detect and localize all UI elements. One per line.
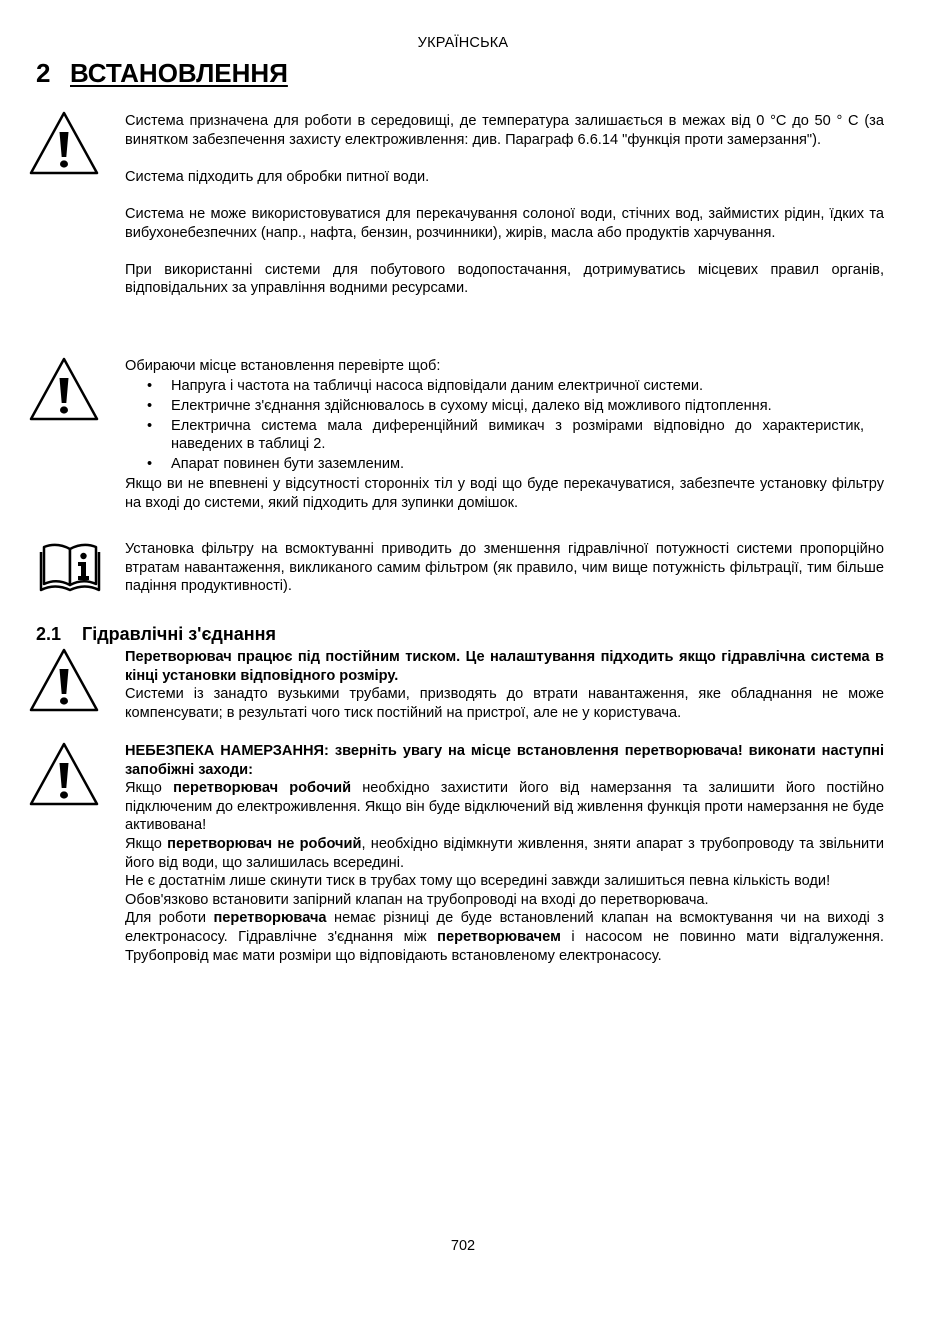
subsection-heading — [36, 624, 276, 645]
list-item: • Електрична система мала диференційний вимикач з розмірами відповідно до характеристик, наведених в таблиці 2. — [125, 417, 884, 454]
bold-statement: Перетворювач працює під постійним тиском. Це налаштування підходить якщо гідравлічна система в кінці установки відповідного розміру. — [125, 649, 884, 684]
paragraph: Система підходить для обробки питної води. — [125, 168, 430, 185]
section-number: 2 — [36, 58, 51, 88]
checklist — [125, 377, 884, 474]
list-item: • Електричне з'єднання здійснювалось в сухому місці, далеко від можливого підтоплення. — [125, 397, 884, 416]
paragraph: Якщо перетворювач робочий необхідно захистити його від намерзання та залишити його постійно підключеним до електроживлення. Якщо він буде відключений від живлення функція проти намерзання не буде активована! — [125, 780, 884, 834]
paragraph: Для роботи перетворювача немає різниці де буде встановлений клапан на всмоктування чи на виході з електронасосу. Гідравлічне з'єднання між перетворювачем і насосом не повинно мати відгалуження. Трубопровід має мати розміри що відповідають встановленому електронасосу. — [125, 910, 884, 964]
page-number: 702 — [450, 1238, 476, 1254]
paragraph: Не є достатнім лише скинути тиск в трубах тому що всередині завжди залишиться певна кількість води! — [125, 873, 831, 890]
paragraph: Якщо ви не впевнені у відсутності сторонніх тіл у воді що буде перекачуватися, забезпечте установку фільтру на вході до системи, який підходить для зупинки домішок. — [125, 476, 884, 511]
warning-icon — [28, 110, 100, 176]
language-header: УКРАЇНСЬКА — [417, 35, 509, 51]
freezing-warning-heading: НЕБЕЗПЕКА НАМЕРЗАННЯ: зверніть увагу на місце встановлення перетворювача! виконати наступні запобіжні заходи: — [125, 743, 884, 778]
warning-icon — [28, 647, 100, 713]
paragraph: При використанні системи для побутового водопостачання, дотримуватись місцевих правил органів, відповідальних за управління водними ресурсами. — [125, 261, 884, 297]
paragraph: Система не може використовуватися для перекачування солоної води, стічних вод, займистих рідин, їдких та вибухонебезпечних (напр., нафта, бензин, розчинники), жирів, масла або продуктів харчування. — [125, 205, 884, 241]
location-checklist — [125, 357, 884, 512]
warning-icon — [28, 741, 100, 807]
paragraph: Система призначена для роботи в середовищі, де температура залишається в межах від 0 °C до 50 ° C (за винятком забезпечення захисту електроживлення: див. Параграф 6.6.14 "функція проти замерзання"). — [125, 113, 884, 148]
section-heading — [36, 58, 288, 89]
freezing-warning — [125, 742, 884, 965]
paragraph: Системи із занадто вузькими трубами, призводять до втрати навантаження, яке обладнання не може компенсувати; в результаті чого тиск постійний на пристрої, але не у користувача. — [125, 686, 884, 721]
warning-icon — [28, 356, 100, 422]
paragraph: Якщо перетворювач не робочий, необхідно відімкнути живлення, зняти апарат з трубопроводу та звільнити його від води, що залишилась всередині. — [125, 835, 884, 871]
paragraph: Установка фільтру на всмоктуванні приводить до зменшення гідравлічної потужності системи пропорційно втратам навантаження, викликаного самим фільтром (як правило, чим вище потужність фільтрації, тим більше падіння продуктивності). — [125, 541, 884, 595]
installation-conditions — [125, 112, 884, 298]
pressure-note — [125, 648, 884, 722]
filter-note — [125, 540, 884, 596]
info-book-icon — [38, 543, 102, 593]
section-title: ВСТАНОВЛЕННЯ — [70, 58, 288, 88]
paragraph: Обов'язково встановити запірний клапан на трубопроводі на вході до перетворювача. — [125, 891, 709, 908]
list-item: • Апарат повинен бути заземленим. — [125, 455, 884, 474]
subsection-number: 2.1 — [36, 624, 62, 644]
list-item: • Напруга і частота на табличці насоса відповідали даним електричної системи. — [125, 377, 884, 396]
checklist-intro: Обираючи місце встановлення перевірте щоб: — [125, 358, 441, 374]
subsection-title: Гідравлічні з'єднання — [82, 624, 276, 644]
